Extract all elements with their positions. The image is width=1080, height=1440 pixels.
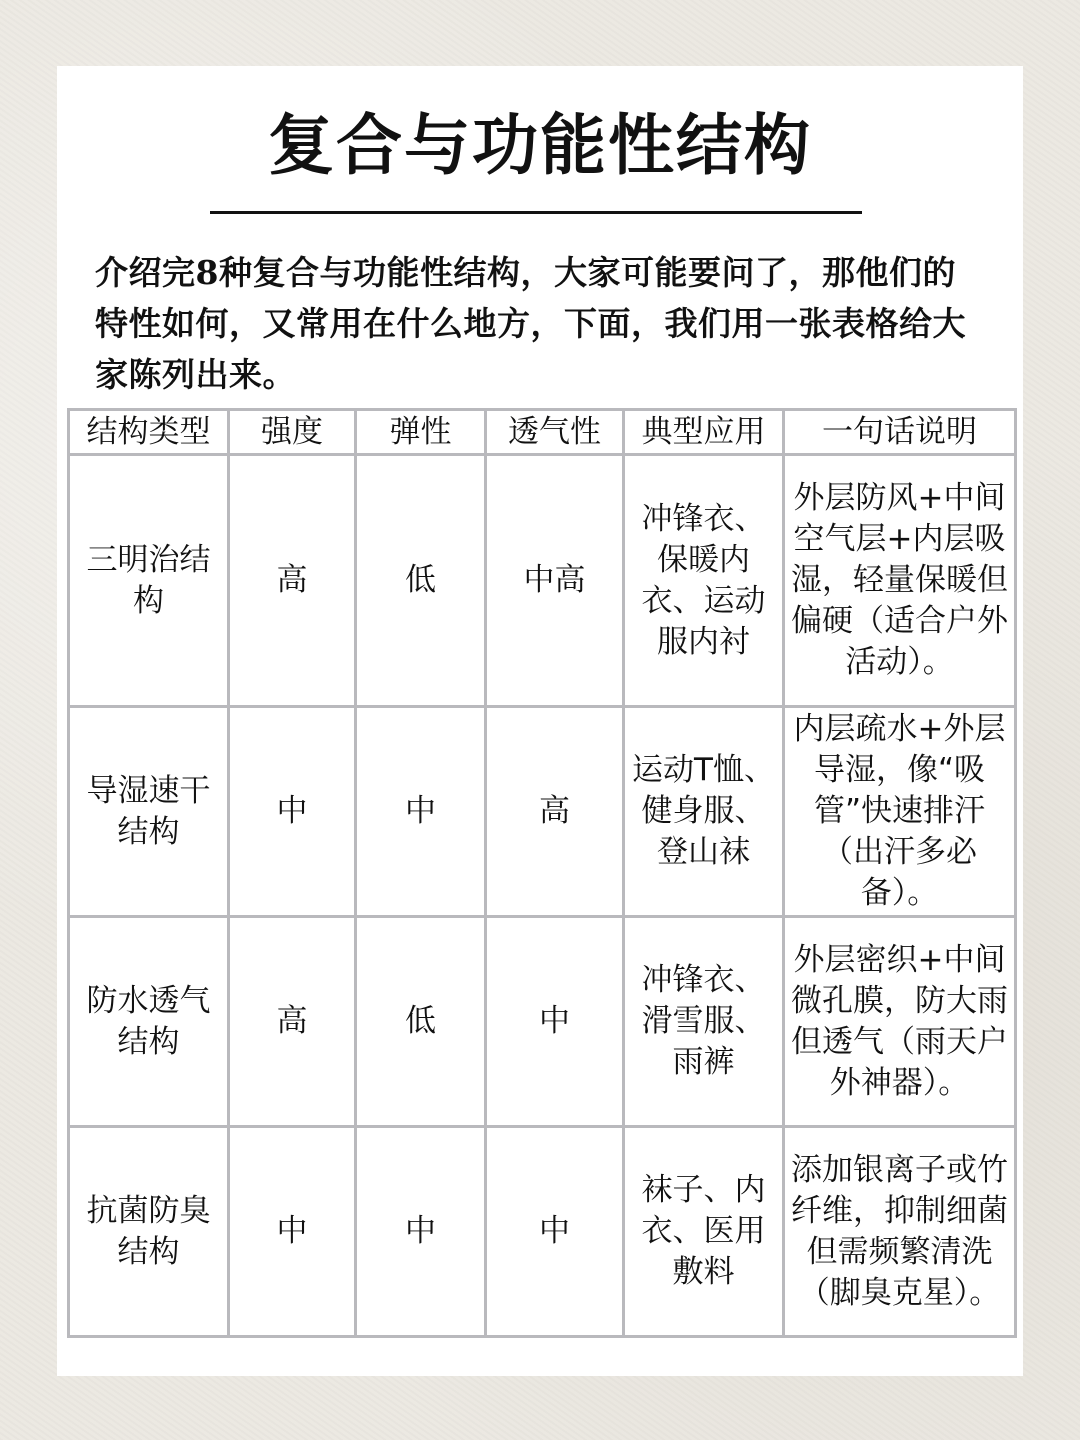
cell-breathability: 中高: [486, 455, 624, 707]
cell-elasticity: 低: [356, 455, 486, 707]
cell-type: 抗菌防臭结构: [69, 1127, 229, 1337]
cell-applications: 冲锋衣、滑雪服、雨裤: [624, 917, 784, 1127]
cell-type: 防水透气结构: [69, 917, 229, 1127]
table-row: [69, 455, 1016, 707]
table-row: [69, 1127, 1016, 1337]
table-body: [69, 455, 1016, 1337]
header-elasticity: 弹性: [356, 410, 486, 455]
header-type: 结构类型: [69, 410, 229, 455]
cell-applications: 冲锋衣、保暖内衣、运动服内衬: [624, 455, 784, 707]
cell-summary: 外层密织+中间微孔膜，防大雨但透气（雨天户外神器）。: [784, 917, 1016, 1127]
cell-breathability: 中: [486, 917, 624, 1127]
cell-summary: 内层疏水+外层导湿，像“吸管”快速排汗（出汗多必备）。: [784, 707, 1016, 917]
cell-applications: 运动T恤、健身服、登山袜: [624, 707, 784, 917]
comparison-table: [67, 408, 1017, 1338]
cell-elasticity: 中: [356, 1127, 486, 1337]
title-divider: [210, 211, 862, 214]
cell-strength: 中: [229, 707, 356, 917]
cell-type: 导湿速干结构: [69, 707, 229, 917]
cell-applications: 袜子、内衣、医用敷料: [624, 1127, 784, 1337]
page-title: 复合与功能性结构: [268, 106, 812, 184]
cell-strength: 高: [229, 455, 356, 707]
table-row: [69, 917, 1016, 1127]
table-row: [69, 707, 1016, 917]
cell-summary: 添加银离子或竹纤维，抑制细菌但需频繁清洗（脚臭克星）。: [784, 1127, 1016, 1337]
cell-breathability: 高: [486, 707, 624, 917]
header-applications: 典型应用: [624, 410, 784, 455]
cell-type: 三明治结构: [69, 455, 229, 707]
cell-elasticity: 低: [356, 917, 486, 1127]
table-header: [69, 410, 1016, 455]
header-breathability: 透气性: [486, 410, 624, 455]
header-strength: 强度: [229, 410, 356, 455]
header-summary: 一句话说明: [784, 410, 1016, 455]
cell-summary: 外层防风+中间空气层+内层吸湿，轻量保暖但偏硬（适合户外活动）。: [784, 455, 1016, 707]
cell-strength: 中: [229, 1127, 356, 1337]
intro-paragraph: 介绍完8种复合与功能性结构，大家可能要问了，那他们的特性如何，又常用在什么地方，下面，我们用一张表格给大家陈列出来。: [95, 253, 966, 394]
cell-breathability: 中: [486, 1127, 624, 1337]
cell-elasticity: 中: [356, 707, 486, 917]
header-row: [69, 410, 1016, 455]
cell-strength: 高: [229, 917, 356, 1127]
